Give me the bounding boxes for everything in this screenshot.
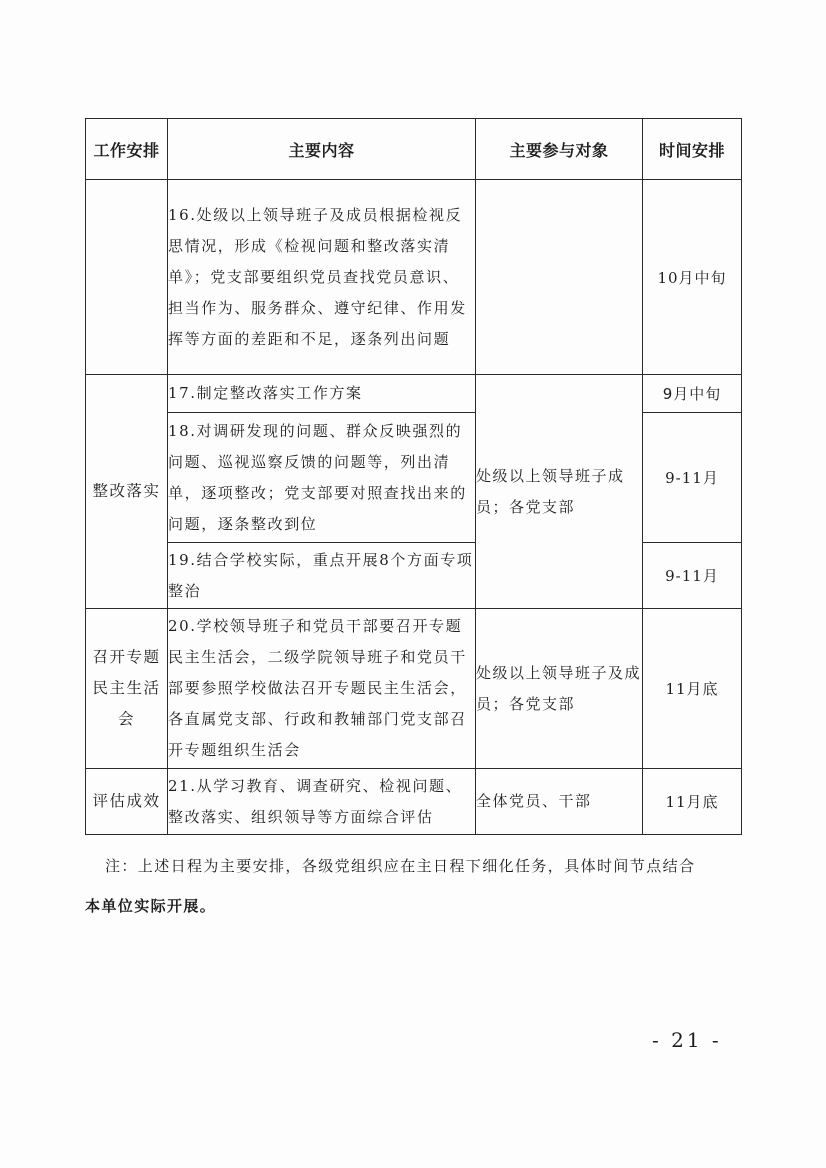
table-row <box>86 413 742 543</box>
time-cell: 11月底 <box>643 769 742 835</box>
content-cell: 20.学校领导班子和党员干部要召开专题民主生活会，二级学院领导班子和党员干部要参照学校做法召开专题民主生活会，各直属党支部、行政和教辅部门党支部召开专题组织生活会 <box>168 609 476 769</box>
header-participants: 主要参与对象 <box>476 119 643 180</box>
stage-cell: 整改落实 <box>86 375 168 609</box>
content-cell: 19.结合学校实际，重点开展8个方面专项整治 <box>168 543 476 609</box>
time-cell: 9-11月 <box>643 413 742 543</box>
table-row <box>86 543 742 609</box>
content-cell: 17.制定整改落实工作方案 <box>168 375 476 413</box>
time-cell: 11月底 <box>643 609 742 769</box>
footnote-line-1: 注：上述日程为主要安排，各级党组织应在主日程下细化任务，具体时间节点结合 <box>105 857 696 875</box>
table-row <box>86 609 742 769</box>
time-cell: 9-11月 <box>643 543 742 609</box>
header-content: 主要内容 <box>168 119 476 180</box>
table-header-row <box>86 119 742 180</box>
footnote-line-2: 本单位实际开展。 <box>85 897 217 915</box>
header-stage: 工作安排 <box>86 119 168 180</box>
participants-cell <box>476 180 643 375</box>
participants-cell: 处级以上领导班子及成员；各党支部 <box>476 609 643 769</box>
table-row <box>86 375 742 413</box>
content-cell: 21.从学习教育、调查研究、检视问题、整改落实、组织领导等方面综合评估 <box>168 769 476 835</box>
page-number: - 21 - <box>652 1028 722 1052</box>
participants-cell: 处级以上领导班子成员；各党支部 <box>476 375 643 609</box>
schedule-table <box>85 118 742 835</box>
participants-cell: 全体党员、干部 <box>476 769 643 835</box>
stage-cell: 评估成效 <box>86 769 168 835</box>
header-time: 时间安排 <box>643 119 742 180</box>
time-cell: 10月中旬 <box>643 180 742 375</box>
table-row <box>86 769 742 835</box>
content-cell: 18.对调研发现的问题、群众反映强烈的问题、巡视巡察反馈的问题等，列出清单，逐项整改；党支部要对照查找出来的问题，逐条整改到位 <box>168 413 476 543</box>
stage-cell <box>86 180 168 375</box>
footnote <box>85 848 745 924</box>
time-cell: 9月中旬 <box>643 375 742 413</box>
content-cell: 16.处级以上领导班子及成员根据检视反思情况，形成《检视问题和整改落实清单》；党支部要组织党员查找党员意识、担当作为、服务群众、遵守纪律、作用发挥等方面的差距和不足，逐条列出问题 <box>168 180 476 375</box>
table-row <box>86 180 742 375</box>
stage-cell: 召开专题民主生活会 <box>86 609 168 769</box>
